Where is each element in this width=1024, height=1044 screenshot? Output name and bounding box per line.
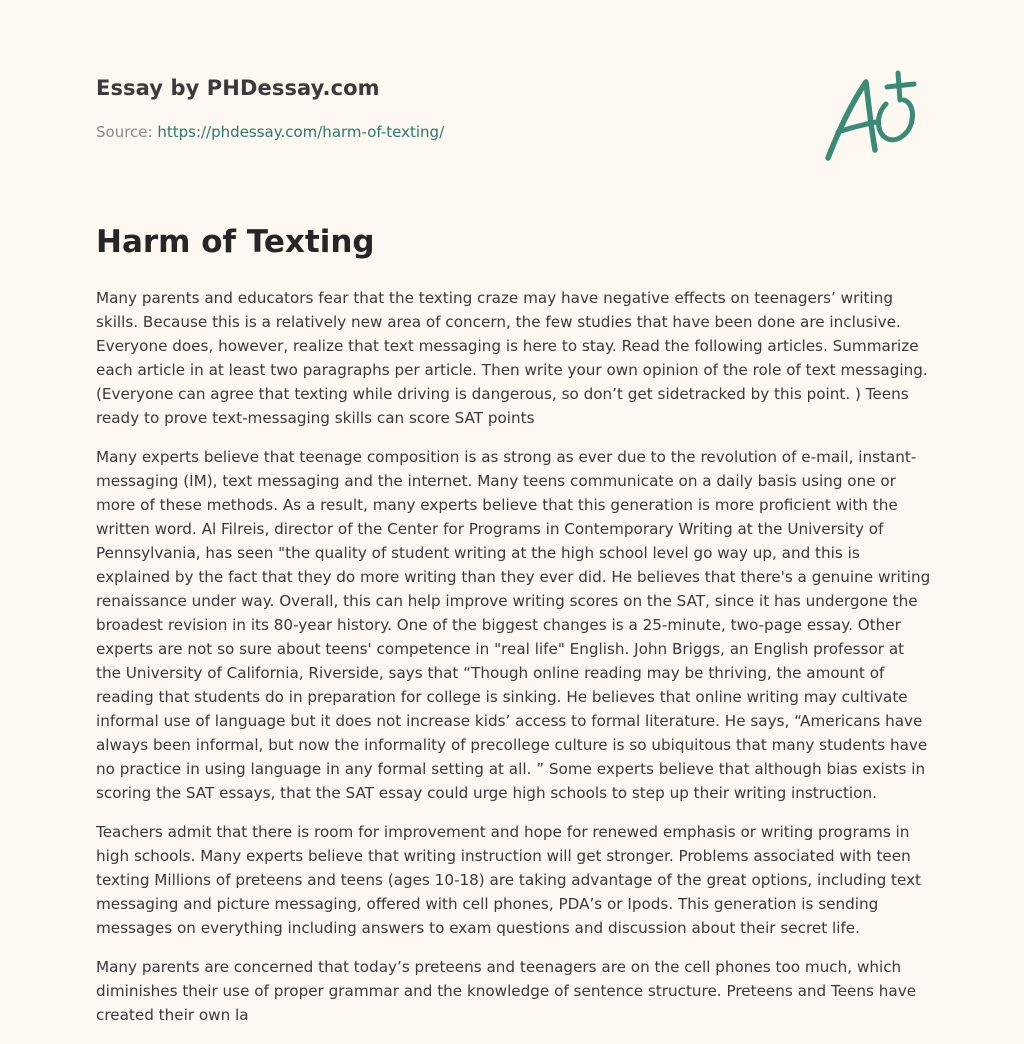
essay-paragraph: Many parents and educators fear that the texting craze may have negative effects on teenagers’ writing skills. Because this is a relatively new area of concern, the few studies that have been done are inclusive. Everyone does, however, realize that text messaging is here to stay. Read the following articles. Summarize each article in at least two paragraphs per article. Then write your own opinion of the role of text messaging. (Everyone can agree that texting while driving is dangerous, so don’t get sidetracked by this point. ) Teens ready to prove text-messaging skills can score SAT points: [96, 289, 928, 427]
essay-paragraph: Many experts believe that teenage composition is as strong as ever due to the revolution of e-mail, instant-messaging (IM), text messaging and the internet. Many teens communicate on a daily basis using one or more of these methods. As a result, many experts believe that this generation is more proficient with the written word. Al Filreis, director of the Center for Programs in Contemporary Writing at the University of Pennsylvania, has seen "the quality of student writing at the high school level go way up, and this is explained by the fact that they do more writing than they ever did. He believes that there's a genuine writing renaissance under way. Overall, this can help improve writing scores on the SAT, since it has undergone the broadest revision in its 80-year history. One of the biggest changes is a 25-minute, two-page essay. Other experts are not so sure about teens' competence in "real life" English. John Briggs, an English professor at the University of California, Riverside, says that “Though online reading may be thriving, the amount of reading that students do in preparation for college is sinking. He believes that online writing may cultivate informal use of language but it does not increase kids’ access to formal literature. He says, “Americans have always been informal, but now the informality of precollege culture is so ubiquitous that many students have no practice in using language in any formal setting at all. ” Some experts believe that although bias exists in scoring the SAT essays, that the SAT essay could urge high schools to step up their writing instruction.: [96, 448, 931, 802]
essay-paragraph: Many parents are concerned that today’s preteens and teenagers are on the cell phones too much, which diminishes their use of proper grammar and the knowledge of sentence structure. Preteens and Teens have created their own la: [96, 958, 917, 1024]
source-link[interactable]: https://phdessay.com/harm-of-texting/: [157, 123, 445, 141]
essay-page: [96, 0, 932, 1044]
a-plus-logo-icon: [824, 70, 924, 164]
source-line: [96, 123, 444, 141]
essay-paragraph: Teachers admit that there is room for improvement and hope for renewed emphasis or writing programs in high schools. Many experts believe that writing instruction will get stronger. Problems associated with teen texting Millions of preteens and teens (ages 10-18) are taking advantage of the great options, including text messaging and picture messaging, offered with cell phones, PDA’s or Ipods. This generation is sending messages on everything including answers to exam questions and discussion about their secret life.: [96, 823, 922, 937]
source-label: Source:: [96, 123, 158, 141]
essay-body: [96, 286, 932, 1042]
essay-title: Harm of Texting: [96, 224, 375, 260]
site-title: Essay by PHDessay.com: [96, 76, 380, 100]
